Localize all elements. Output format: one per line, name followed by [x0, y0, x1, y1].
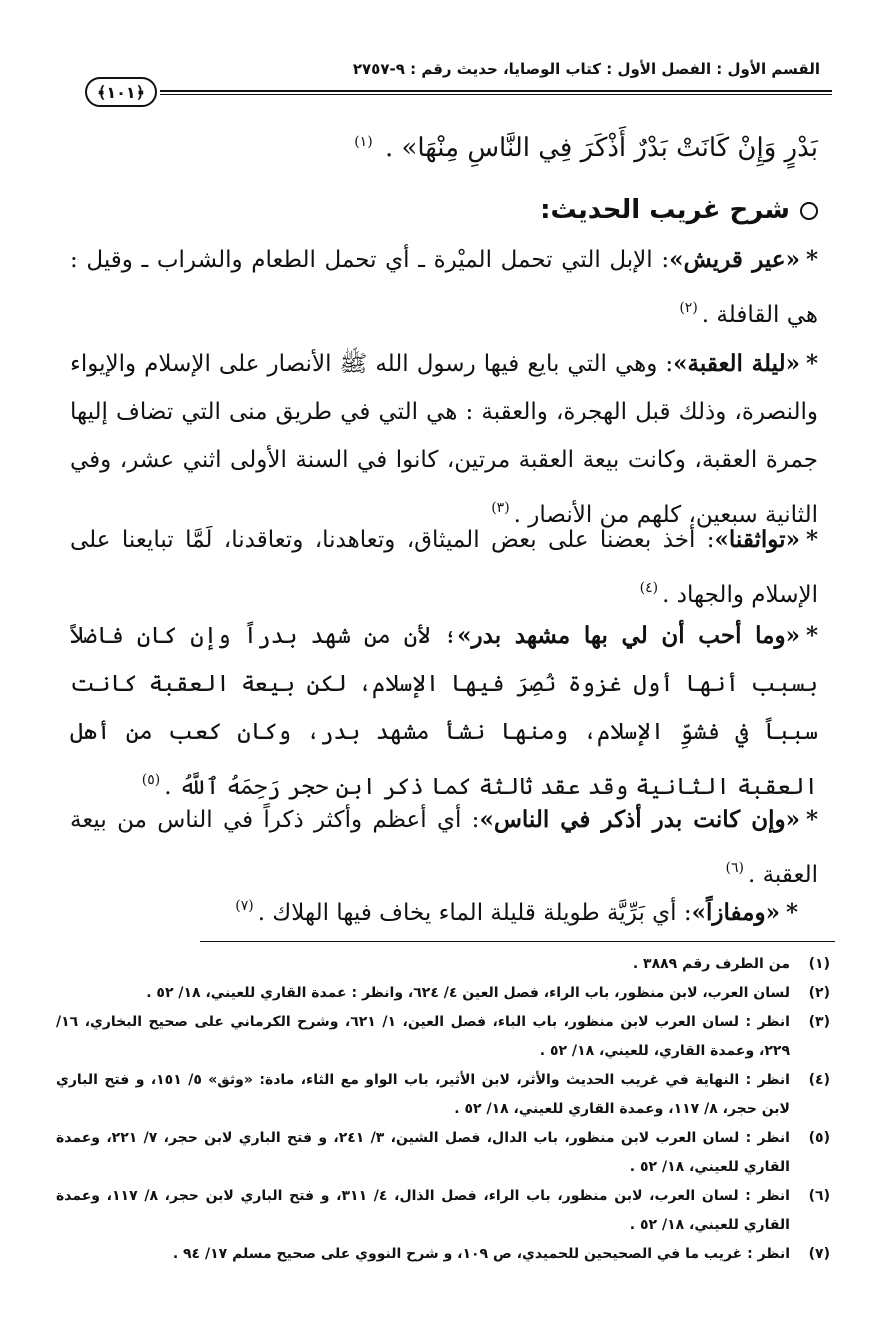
footnote — [56, 1008, 830, 1066]
gloss-text: : الإبل التي تحمل الميْرة ـ أي تحمل الطعام والشراب ـ وقيل : هي القافلة . — [70, 247, 818, 328]
footnote-ref-1[interactable]: (١) — [354, 134, 373, 150]
gloss-term: «وإن كانت بدر أذكر في الناس» — [479, 806, 800, 833]
running-header-title: القسم الأول : الفصل الأول : كتاب الوصايا، حديث رقم : ٩-٢٧٥٧ — [352, 60, 820, 78]
gloss-term: «عير قريش» — [669, 246, 800, 273]
footnote-number: (٧) — [808, 1246, 830, 1262]
gloss-text: ؛ لأن من شهد بدراً وإن كان فاضلاً بسبب أنها أول غزوة نُصِرَ فيها الإسلام، لكن بيعة العقبة كانت سبباً في فشوِّ الإسلام، ومنها نشأ مشهد بدر، وكان كعب من أهل العقبة الثانية وقد عقد ثالثة كما ذكر ابن حجر رَحِمَهُ ٱللَّهُ . — [70, 623, 818, 800]
page-number: ﴿١٠١﴾ — [85, 77, 157, 107]
gloss-entry — [70, 340, 818, 539]
footnote-number: (٦) — [808, 1188, 830, 1204]
gloss-term: «تواثقنا» — [714, 526, 800, 553]
footnote — [56, 1066, 830, 1124]
footnote — [56, 950, 830, 979]
footnote-text: انظر : النهاية في غريب الحديث والأثر، لابن الأثير، باب الواو مع الثاء، مادة: «وثق» ٥/ ١٥١، و فتح الباري لابن حجر، ٨/ ١١٧، وعمدة القاري للعيني، ١٨/ ٥٢ . — [56, 1072, 790, 1117]
footnote-text: لسان العرب، لابن منظور، باب الراء، فصل العين ٤/ ٦٢٤، وانظر : عمدة القاري للعيني، ١٨/ ٥٢ . — [146, 985, 790, 1001]
gloss-text: : أي بَرِّيَّة طويلة قليلة الماء يخاف فيها الهلاك . — [257, 900, 692, 926]
circle-bullet-icon — [800, 202, 818, 220]
footnote-ref-3[interactable]: (٣) — [491, 500, 510, 516]
footnote — [56, 1182, 830, 1240]
hadith-tail-text: بَدْرٍ وَإِنْ كَانَتْ بَدْرٌ أَذْكَرَ فِي النَّاسِ مِنْهَا» . — [384, 133, 818, 163]
gloss-entry — [50, 882, 818, 937]
star-bullet: * — [805, 806, 819, 833]
gloss-entry — [70, 236, 818, 339]
footnote-text: من الطرف رقم ٣٨٨٩ . — [632, 956, 790, 972]
footnotes — [56, 950, 830, 1269]
footnote-number: (٢) — [808, 985, 830, 1001]
star-bullet: * — [805, 350, 818, 377]
star-bullet: * — [785, 899, 798, 926]
gloss-text: : أخذ بعضنا على بعض الميثاق، وتعاهدنا، وتعاقدنا، لَمَّا تبايعنا على الإسلام والجهاد . — [70, 527, 818, 608]
footnote — [56, 979, 830, 1008]
footnote-text: انظر : لسان العرب، لابن منظور، باب الراء، فصل الذال، ٤/ ٣١١، و فتح الباري لابن حجر، ٨/ ١١٧، وعمدة القاري للعيني، ١٨/ ٥٢ . — [56, 1188, 790, 1233]
footnote-ref-4[interactable]: (٤) — [639, 580, 659, 596]
footnote-ref-2[interactable]: (٢) — [679, 300, 698, 316]
gloss-term: «ومفازاً» — [691, 899, 780, 926]
gloss-term: «وما أحب أن لي بها مشهد بدر» — [457, 622, 800, 649]
section-heading — [70, 186, 818, 234]
gloss-text: : أي أعظم وأكثر ذكراً في الناس من بيعة العقبة . — [70, 807, 818, 888]
footnote — [56, 1240, 830, 1269]
footnote-number: (٣) — [808, 1014, 830, 1030]
gloss-entry — [70, 516, 818, 619]
star-bullet: * — [805, 526, 818, 553]
gloss-entry — [70, 612, 818, 811]
footnote-ref-6[interactable]: (٦) — [725, 860, 744, 876]
hadith-tail — [70, 118, 818, 172]
section-title: شرح غريب الحديث: — [540, 195, 790, 225]
footnote-separator — [200, 941, 835, 942]
gloss-text: : وهي التي بايع فيها رسول الله ﷺ الأنصار على الإسلام والإيواء والنصرة، وذلك قبل الهجرة، والعقبة : هي التي في طريق منى التي تضاف إليها جمرة العقبة، وكانت بيعة العقبة مرتين، كانوا في السنة الأولى اثني عشر، وفي الثانية سبعين، كلهم من الأنصار . — [70, 351, 818, 528]
star-bullet: * — [805, 622, 818, 649]
footnote — [56, 1124, 830, 1182]
star-bullet: * — [805, 246, 818, 273]
footnote-text: انظر : لسان العرب لابن منظور، باب الباء، فصل العين، ١/ ٦٢١، وشرح الكرماني على صحيح البخاري، ١٦/ ٢٢٩، وعمدة القاري، للعيني، ١٨/ ٥٢ . — [56, 1014, 790, 1059]
footnote-ref-7[interactable]: (٧) — [235, 898, 254, 914]
footnote-number: (١) — [808, 956, 830, 972]
footnote-number: (٥) — [808, 1130, 830, 1146]
header-double-rule — [160, 90, 832, 95]
footnote-ref-5[interactable]: (٥) — [141, 772, 161, 788]
gloss-term: «ليلة العقبة» — [673, 350, 800, 377]
footnote-text: انظر : لسان العرب لابن منظور، باب الدال، فصل الشين، ٣/ ٢٤١، و فتح الباري لابن حجر، ٧/ ٢٢١، وعمدة القاري للعيني، ١٨/ ٥٢ . — [56, 1130, 790, 1175]
footnote-text: انظر : غريب ما في الصحيحين للحميدي، ص ١٠٩، و شرح النووي على صحيح مسلم ١٧/ ٩٤ . — [172, 1246, 790, 1262]
footnote-number: (٤) — [808, 1072, 830, 1088]
